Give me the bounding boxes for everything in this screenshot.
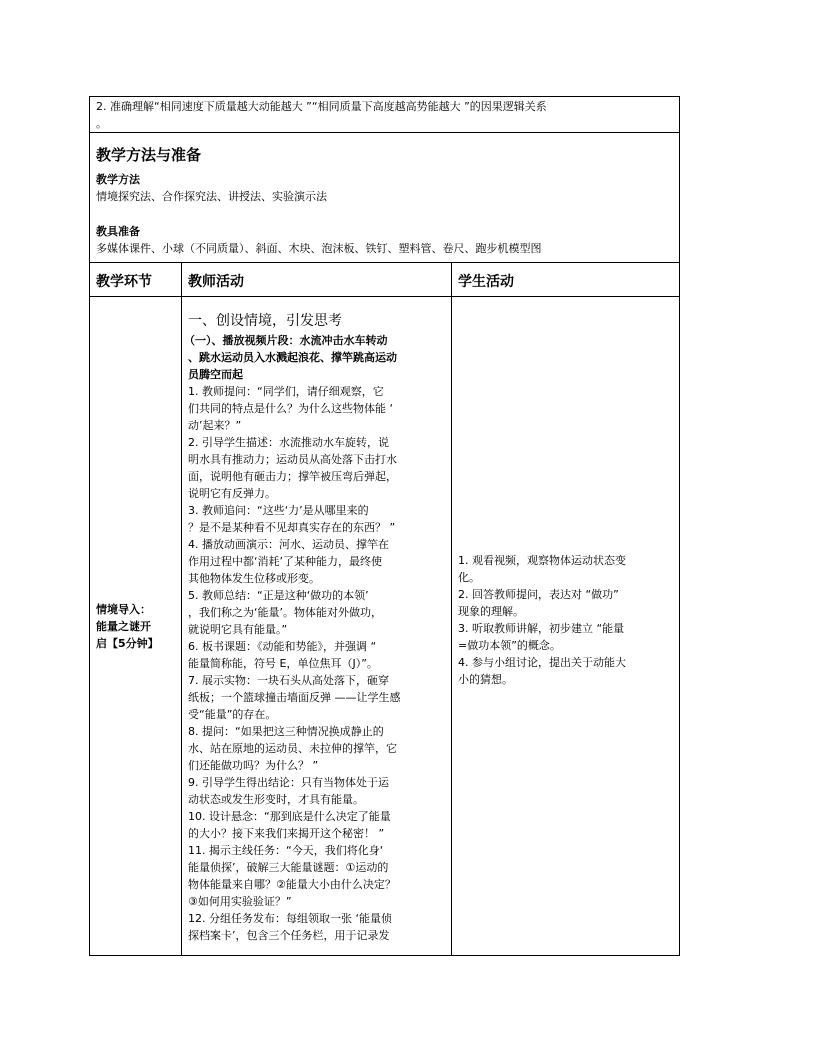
teacher-activity-line: 9. 引导学生得出结论：只有当物体处于运 [188, 776, 389, 789]
student-activity-line: 小的猜想。 [458, 673, 513, 686]
student-activity-list [458, 552, 626, 688]
teacher-activity-line: 受“能量”的存在。 [188, 708, 277, 721]
teacher-subtitle-line-3: 员腾空而起 [188, 368, 243, 381]
teacher-activity-line: 4. 播放动画演示：河水、运动员、撑竿在 [188, 538, 389, 551]
student-activity-line: 4. 参与小组讨论，提出关于动能大 [458, 656, 626, 669]
teacher-activity-line: 能量侦探’，破解三大能量谜题：①运动的 [188, 861, 389, 874]
teacher-activity-line: 动’起来？” [188, 419, 242, 432]
objective-line-2: 。 [96, 117, 107, 130]
teacher-activity-line: 5. 教师总结：“正是这种‘做功的本领’ [188, 589, 369, 602]
methods-label: 教学方法 [96, 173, 140, 186]
tools-label: 教具准备 [96, 225, 140, 238]
teacher-activity-line: 明水具有推动力；运动员从高处落下击打水 [188, 453, 397, 466]
table-header-row [89, 263, 680, 297]
teacher-activity-line: 11. 揭示主线任务：“今天，我们将化身‘ [188, 844, 384, 857]
teacher-activity-line: 7. 展示实物：一块石头从高处落下，砸穿 [188, 674, 389, 687]
content-row [89, 297, 680, 956]
teacher-activity-line: 8. 提问：“如果把这三种情况换成静止的 [188, 725, 384, 738]
methods-section-title: 教学方法与准备 [96, 146, 202, 164]
student-activity-line: 1. 观看视频，观察物体运动状态变 [458, 554, 626, 567]
teacher-activity-line: 纸板；一个篮球撞击墙面反弹 ——让学生感 [188, 691, 401, 704]
header-cell-student [452, 263, 679, 296]
methods-text: 情境探究法、合作探究法、讲授法、实验演示法 [96, 190, 327, 203]
teacher-activity-line: 6. 板书课题：《动能和势能》，并强调 “ [188, 640, 377, 653]
teacher-activity-line: ，我们称之为‘能量’。物体能对外做功， [188, 606, 382, 619]
tools-text: 多媒体课件、小球（不同质量）、斜面、木块、泡沫板、铁钉、塑料管、卷尺、跑步机模型图 [96, 242, 542, 255]
header-cell-teacher [182, 263, 452, 296]
methods-row [89, 133, 680, 263]
teacher-activity-line: 2. 引导学生描述：水流推动水车旋转，说 [188, 436, 389, 449]
objective-row [89, 96, 680, 133]
teacher-section-title: 一、创设情境，引发思考 [188, 313, 342, 329]
student-activity-line: 现象的理解。 [458, 605, 524, 618]
stage-label-line-2: 能量之谜开 [96, 620, 151, 633]
teacher-activity-line: 们共同的特点是什么？为什么这些物体能 ‘ [188, 402, 393, 415]
teacher-activity-line: 12. 分组任务发布：每组领取一张 ‘能量侦 [188, 912, 392, 925]
teacher-activity-line: 就说明它具有能量。” [188, 623, 288, 636]
teacher-activity-line: 面，说明他有砸击力；撑竿被压弯后弹起， [188, 470, 397, 483]
student-activity-line: 3. 听取教师讲解，初步建立 “能量 [458, 622, 625, 635]
stage-label-line-3: 启【5分钟】 [96, 637, 159, 650]
header-student-label: 学生活动 [458, 274, 514, 290]
header-cell-stage [90, 263, 182, 296]
objective-line-1: 2. 准确理解“相同速度下质量越大动能越大 ”“相同质量下高度越高势能越大 ”的因果逻辑关系 [96, 100, 547, 113]
student-activity-cell [452, 297, 679, 955]
teacher-activity-cell [182, 297, 452, 955]
teacher-activity-line: 们还能做功吗？为什么？ ” [188, 759, 319, 772]
teacher-activity-line: ③如何用实验验证？” [188, 895, 292, 908]
header-stage-label: 教学环节 [96, 274, 152, 290]
stage-label-line-1: 情境导入： [96, 603, 151, 616]
student-activity-line: 2. 回答教师提问，表达对 “做功” [458, 588, 619, 601]
teacher-activity-line: 物体能量来自哪？②能量大小由什么决定？ [188, 878, 396, 891]
teacher-activity-line: 10. 设计悬念：“那到底是什么决定了能量 [188, 810, 391, 823]
teacher-activity-line: 1. 教师提问：“同学们，请仔细观察，它 [188, 385, 384, 398]
student-activity-line: =做功本领”的概念。 [458, 639, 561, 652]
teacher-activity-list [188, 383, 401, 944]
student-activity-line: 化。 [458, 571, 480, 584]
stage-cell [90, 297, 182, 955]
teacher-activity-line: 说明它有反弹力。 [188, 487, 276, 500]
teacher-activity-line: 3. 教师追问：“这些‘力’是从哪里来的 [188, 504, 369, 517]
teacher-activity-line: ？是不是某种看不见却真实存在的东西？ ” [188, 521, 396, 534]
teacher-activity-line: 能量简称能，符号 E，单位焦耳（J）”。 [188, 657, 378, 670]
teacher-activity-line: 探档案卡’，包含三个任务栏，用于记录发 [188, 929, 390, 942]
teacher-subtitle-line-2: 、跳水运动员入水溅起浪花、撑竿跳高运动 [188, 351, 397, 364]
teacher-activity-line: 的大小？接下来我们来揭开这个秘密！ ” [188, 827, 385, 840]
teacher-activity-line: 动状态或发生形变时，才具有能量。 [188, 793, 364, 806]
teacher-activity-line: 作用过程中都‘消耗’了某种能力，最终使 [188, 555, 382, 568]
header-teacher-label: 教师活动 [188, 274, 244, 290]
teacher-subtitle-line-1: （一）、播放视频片段：水流冲击水车转动 [184, 334, 388, 347]
teacher-activity-line: 水、站在原地的运动员、未拉伸的撑竿，它 [188, 742, 397, 755]
teacher-activity-line: 其他物体发生位移或形变。 [188, 572, 320, 585]
